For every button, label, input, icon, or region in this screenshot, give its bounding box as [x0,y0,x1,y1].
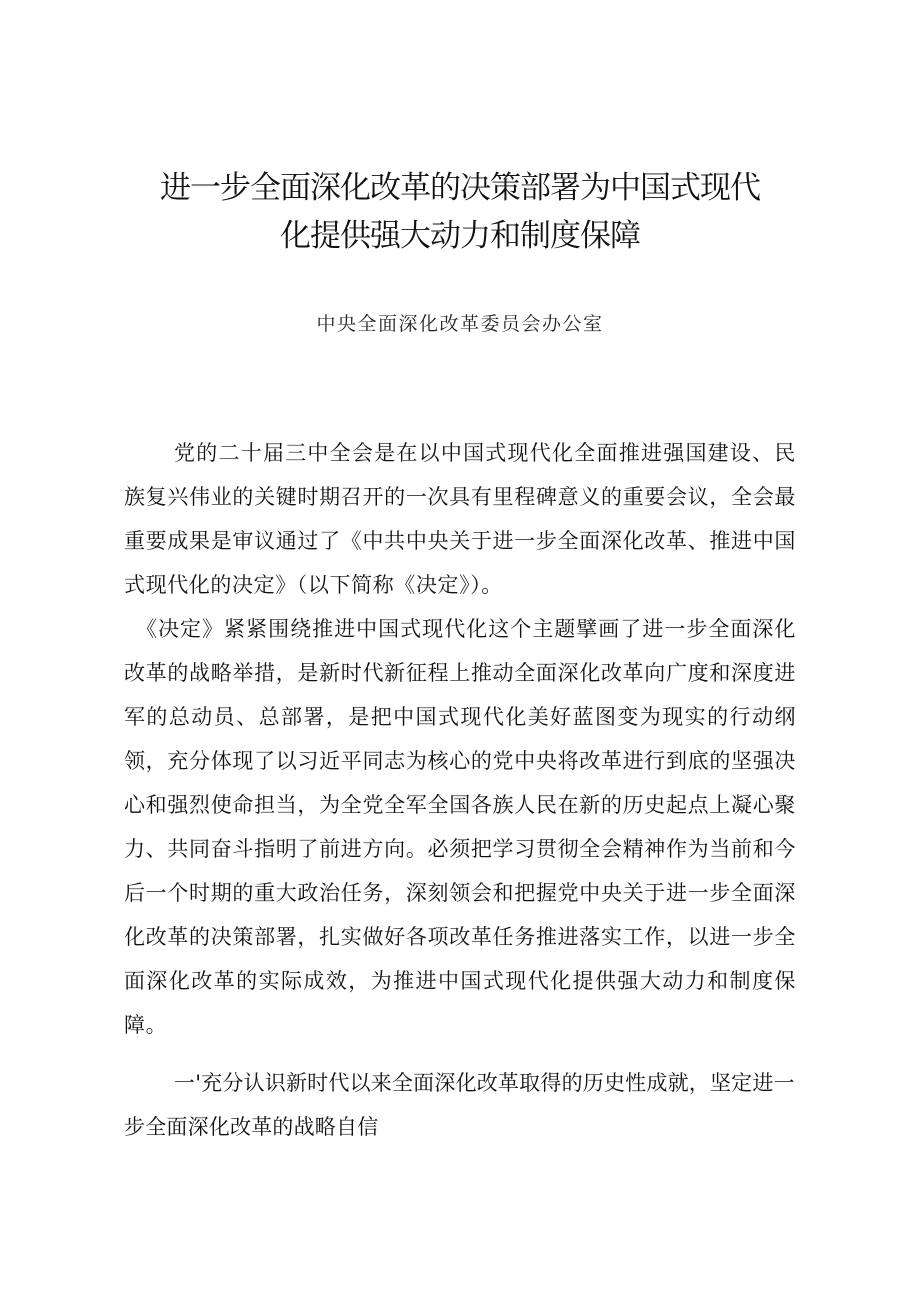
document-title-line-2: 化提供强大动力和制度保障 [280,218,640,254]
body-paragraph-1: 党的二十届三中全会是在以中国式现代化全面推进强国建设、民族复兴伟业的关键时期召开的一次具有里程碑意义的重要会议，全会最重要成果是审议通过了《中共中央关于进一步全面深化改革、推进中国式现代化的决定》（以下简称《决定》）。 [124,441,796,597]
body-paragraph-2: 《决定》紧紧围绕推进中国式现代化这个主题擘画了进一步全面深化改革的战略举措，是新时代新征程上推动全面深化改革向广度和深度进军的总动员、总部署，是把中国式现代化美好蓝图变为现实的行动纲领，充分体现了以习近平同志为核心的党中央将改革进行到底的坚强决心和强烈使命担当，为全党全军全国各族人民在新的历史起点上凝心聚力、共同奋斗指明了前进方向。必须把学习贯彻全会精神作为当前和今后一个时期的重大政治任务，深刻领会和把握党中央关于进一步全面深化改革的决策部署，扎实做好各项改革任务推进落实工作，以进一步全面深化改革的实际成效，为推进中国式现代化提供强大动力和制度保障。 [124,617,796,1037]
document-title-line-1: 进一步全面深化改革的决策部署为中国式现代 [160,170,760,206]
section-heading-1: 一'充分认识新时代以来全面深化改革取得的历史性成就，坚定进一步全面深化改革的战略自信 [124,1071,795,1139]
document-author: 中央全面深化改革委员会办公室 [316,313,604,335]
